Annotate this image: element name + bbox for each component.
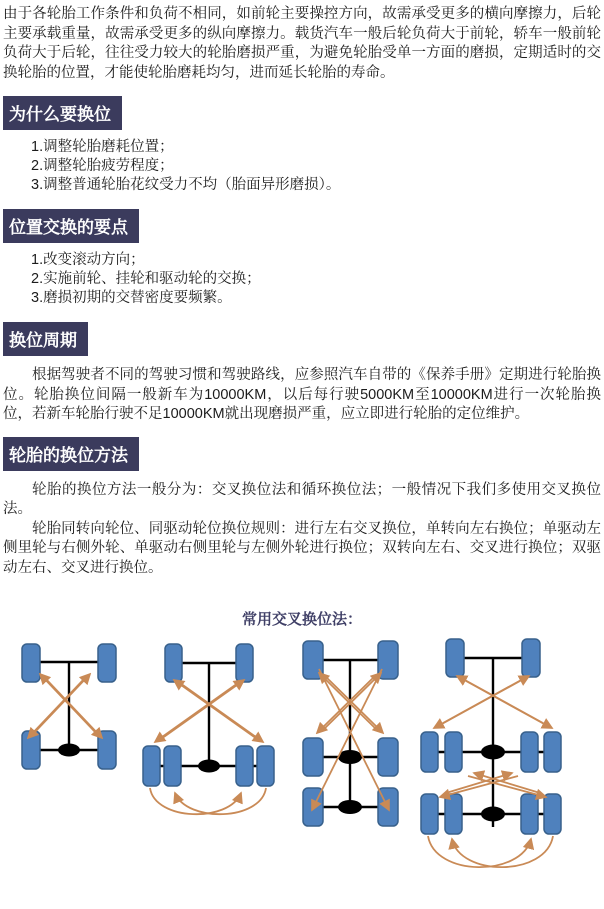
diagram-four-wheel-cross bbox=[22, 644, 116, 769]
rotation-methods-paragraph-2: 轮胎同转向轮位、同驱动轮位换位规则：进行左右交叉换位，单转向左右换位；单驱动左侧里轮与右侧外轮、单驱动右侧里轮与左侧外轮进行换位；双转向左右、交叉进行换位；双驱动左右、交叉进行换位。 bbox=[3, 520, 601, 576]
list-item: 1.调整轮胎磨耗位置； bbox=[31, 139, 174, 155]
diagram-ten-wheel bbox=[421, 639, 561, 867]
rotation-methods-paragraph-1: 轮胎的换位方法一般分为：交叉换位法和循环换位法；一般情况下我们多使用交叉换位法。 bbox=[3, 481, 601, 517]
intro-paragraph: 由于各轮胎工作条件和负荷不相同，如前轮主要操控方向，故需承受更多的横向摩擦力，后轮主要承载重量，故需承受更多的纵向摩擦力。载货汽车一般后轮负荷大于前轮，轿车一般前轮负荷大于后轮，往往受力较大的轮胎磨损严重，为避免轮胎受单一方面的磨损，定期适时的交换轮胎的位置，才能使轮胎磨耗均匀，进而延长轮胎的寿命。 bbox=[3, 6, 601, 81]
section-exchange-points bbox=[3, 203, 601, 307]
section-title-rotation-cycle: 换位周期 bbox=[3, 322, 88, 356]
tire bbox=[544, 732, 561, 772]
diagram-caption: 常用交叉换位法： bbox=[241, 611, 362, 628]
tires-group bbox=[421, 639, 561, 834]
tire bbox=[22, 731, 40, 769]
list-item: 1.改变滚动方向； bbox=[31, 252, 145, 268]
tire bbox=[378, 738, 398, 776]
tire bbox=[236, 644, 253, 682]
section-title-why-rotate: 为什么要换位 bbox=[3, 96, 122, 130]
tire bbox=[303, 738, 323, 776]
why-rotate-list bbox=[3, 138, 601, 194]
tire bbox=[445, 794, 462, 834]
tire bbox=[522, 639, 540, 677]
list-item: 3.调整普通轮胎花纹受力不均（胎面异形磨损）。 bbox=[31, 177, 341, 193]
diagram-six-wheel bbox=[303, 641, 398, 826]
differential bbox=[481, 745, 505, 760]
differential bbox=[58, 744, 80, 757]
tire bbox=[165, 644, 182, 682]
diagram-dual-rear-wheels bbox=[143, 644, 274, 814]
differential bbox=[481, 807, 505, 822]
tire bbox=[257, 746, 274, 786]
tire bbox=[521, 794, 538, 834]
tire bbox=[236, 746, 253, 786]
differential bbox=[338, 800, 362, 814]
tire bbox=[98, 644, 116, 682]
rotation-cycle-paragraph: 根据驾驶者不同的驾驶习惯和驾驶路线，应参照汽车自带的《保养手册》定期进行轮胎换位。轮胎换位间隔一般新车为10000KM，以后每行驶5000KM至10000KM进行一次轮胎换位，若新车轮胎行驶不足10000KM就出现磨损严重，应立即进行轮胎的定位维护。 bbox=[3, 367, 601, 422]
list-item: 2.实施前轮、挂轮和驱动轮的交换； bbox=[31, 271, 261, 287]
differential bbox=[198, 760, 220, 773]
section-why-rotate bbox=[3, 90, 601, 194]
tire bbox=[544, 794, 561, 834]
exchange-points-list bbox=[3, 251, 601, 307]
section-title-rotation-methods: 轮胎的换位方法 bbox=[3, 437, 139, 471]
cross-rotation-diagrams bbox=[3, 637, 604, 909]
axles-group bbox=[313, 660, 388, 814]
tire bbox=[521, 732, 538, 772]
tire bbox=[446, 639, 464, 677]
tire bbox=[445, 732, 462, 772]
tire bbox=[22, 644, 40, 682]
list-item: 3.磨损初期的交替密度要频繁。 bbox=[31, 290, 232, 306]
tire bbox=[143, 746, 160, 786]
rotation-arrows bbox=[28, 674, 102, 738]
section-title-exchange-points: 位置交换的要点 bbox=[3, 209, 139, 243]
list-item: 2.调整轮胎疲劳程度； bbox=[31, 158, 174, 174]
section-rotation-cycle bbox=[3, 316, 601, 425]
tire bbox=[164, 746, 181, 786]
section-rotation-methods bbox=[3, 431, 601, 579]
tire bbox=[421, 732, 438, 772]
tire bbox=[421, 794, 438, 834]
